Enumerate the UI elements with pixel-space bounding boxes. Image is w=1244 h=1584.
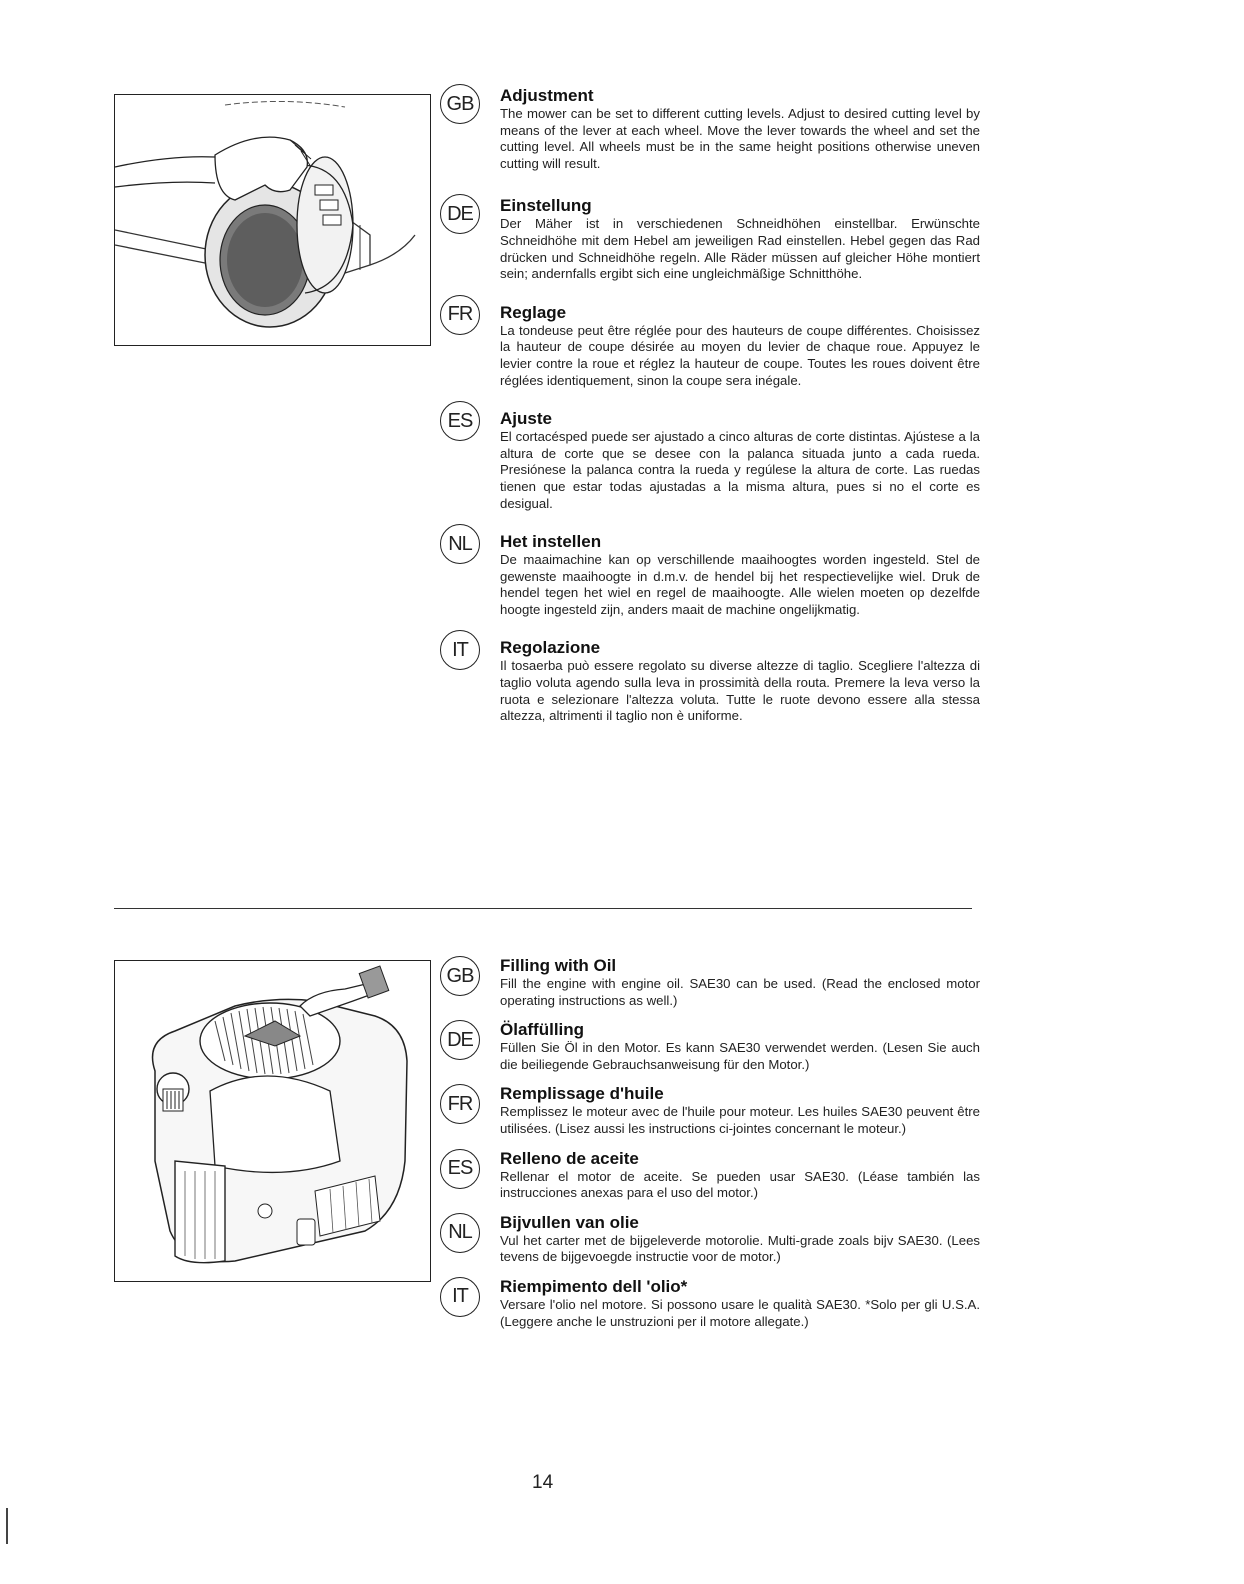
entry-title: Bijvullen van olie [500,1212,639,1232]
entry-adjustment-gb [440,86,980,172]
entry-text: Il tosaerba può essere regolato su diverse altezze di taglio. Scegliere l'altezza di taglio voluta agendo sulla leva in prossimità della routa. Premere la leva verso la ruota e selezionare l'altezza voluta. Tutte le ruote devono essere alla stessa altezza, altrimenti il taglio non è uniforme. [500,658,980,724]
entry-text: The mower can be set to different cutting levels. Adjust to desired cutting level by means of the lever at each wheel. Move the lever towards the wheel and set the cutting level. All wheels must be in the same height positions otherwise uneven cutting will result. [500,106,980,171]
entry-title: Relleno de aceite [500,1148,639,1168]
oil-section [440,956,980,1341]
adjustment-section [440,86,980,749]
language-badge-fr: FR [440,1084,480,1124]
language-badge-es: ES [440,401,480,441]
entry-title: Het instellen [500,532,602,552]
language-badge-nl: NL [440,1213,480,1253]
entry-text: Fill the engine with engine oil. SAE30 can be used. (Read the enclosed motor operating instructions as well.) [500,976,980,1008]
adjustment-figure [114,94,431,346]
entry-text: Der Mäher ist in verschiedenen Schneidhöhen einstellbar. Erwünschte Schneidhöhe mit dem Hebel am jeweiligen Rad einstellen. Hebel gegen das Rad drücken und Schneidhöhe regeln. Alle Räder müssen auf gleicher Höhe montiert sein; andernfalls ergibt sich eine ungleichmäßige Schnitthöhe. [500,216,980,282]
entry-title: Remplissage d'huile [500,1084,664,1104]
entry-oil-gb [440,956,980,1009]
page-number: 14 [532,1472,554,1493]
entry-text: Vul het carter met de bijgeleverde motorolie. Multi-grade zoals bijv SAE30. (Lees tevens de bijgevoegde instructie voor de motor.) [500,1232,980,1265]
entry-text: Versare l'olio nel motore. Si possono usare le qualità SAE30. *Solo per gli U.S.A. (Leggere anche le unstruzioni per il motore allegate.) [500,1296,980,1329]
language-badge-de: DE [440,1020,480,1060]
entry-text: El cortacésped puede ser ajustado a cinco alturas de corte distintas. Ajústese a la altura de corte que se desee con la palanca situada junto a cada rueda. Presiónese la palanca contra la rueda y regúlese la altura de corte. Las ruedas tienen que estar todas ajustadas a la misma altura, pues si no el corte es desigual. [500,429,980,511]
entry-oil-nl [440,1213,980,1266]
entry-title: Filling with Oil [500,956,617,975]
entry-adjustment-fr [440,303,980,389]
entry-title: Ölaffülling [500,1020,585,1040]
scan-margin-mark [6,1508,8,1544]
entry-text: Rellenar el motor de aceite. Se pueden usar SAE30. (Léase también las instrucciones anexas para el uso del motor.) [500,1168,980,1201]
entry-title: Reglage [500,302,567,322]
entry-adjustment-de [440,196,980,282]
entry-text: De maaimachine kan op verschillende maaihoogtes worden ingesteld. Stel de gewenste maaihoogte in d.m.v. de hendel bij het respectievelijke wiel. Druk de hendel tegen het wiel en regel de maaihoogte. Alle wielen moeten op dezelfde hoogte ingesteld zijn, anders maait de machine ongelijkmatig. [500,552,980,617]
entry-oil-de [440,1020,980,1073]
language-badge-es: ES [440,1149,480,1189]
oil-figure [114,960,431,1282]
language-badge-it: IT [440,1277,480,1317]
language-badge-gb: GB [440,84,480,124]
section-divider [114,908,972,909]
entry-oil-fr [440,1084,980,1137]
language-badge-nl: NL [440,524,480,564]
language-badge-gb: GB [440,956,480,996]
entry-title: Ajuste [500,409,552,429]
language-badge-it: IT [440,630,480,670]
entry-title: Regolazione [500,638,601,658]
language-badge-de: DE [440,194,480,234]
entry-title: Adjustment [500,86,594,105]
entry-text: Remplissez le moteur avec de l'huile pour moteur. Les huiles SAE30 peuvent être utilisées. (Lisez aussi les instructions ci-jointes concernant le moteur.) [500,1104,980,1136]
entry-text: La tondeuse peut être réglée pour des hauteurs de coupe différentes. Choisissez la hauteur de coupe désirée au moyen du levier de chaque roue. Appuyez le levier contre la roue et réglez la hauteur de coupe. Toutes les roues doivent être réglées identiquement, sinon la coupe sera inégale. [500,322,980,388]
mower-wheel-height-lever-illustration [115,95,430,345]
language-badge-fr: FR [440,295,480,335]
entry-adjustment-nl [440,532,980,618]
entry-title: Riempimento dell 'olio* [500,1276,688,1296]
entry-adjustment-es [440,409,980,512]
engine-oil-filler-illustration [115,961,430,1281]
entry-adjustment-it [440,638,980,724]
entry-oil-es [440,1149,980,1202]
entry-title: Einstellung [500,196,592,216]
entry-text: Füllen Sie Öl in den Motor. Es kann SAE30 verwendet werden. (Lesen Sie auch die beiliegende Gebrauchsanweisung für den Motor.) [500,1040,980,1072]
entry-oil-it [440,1277,980,1330]
